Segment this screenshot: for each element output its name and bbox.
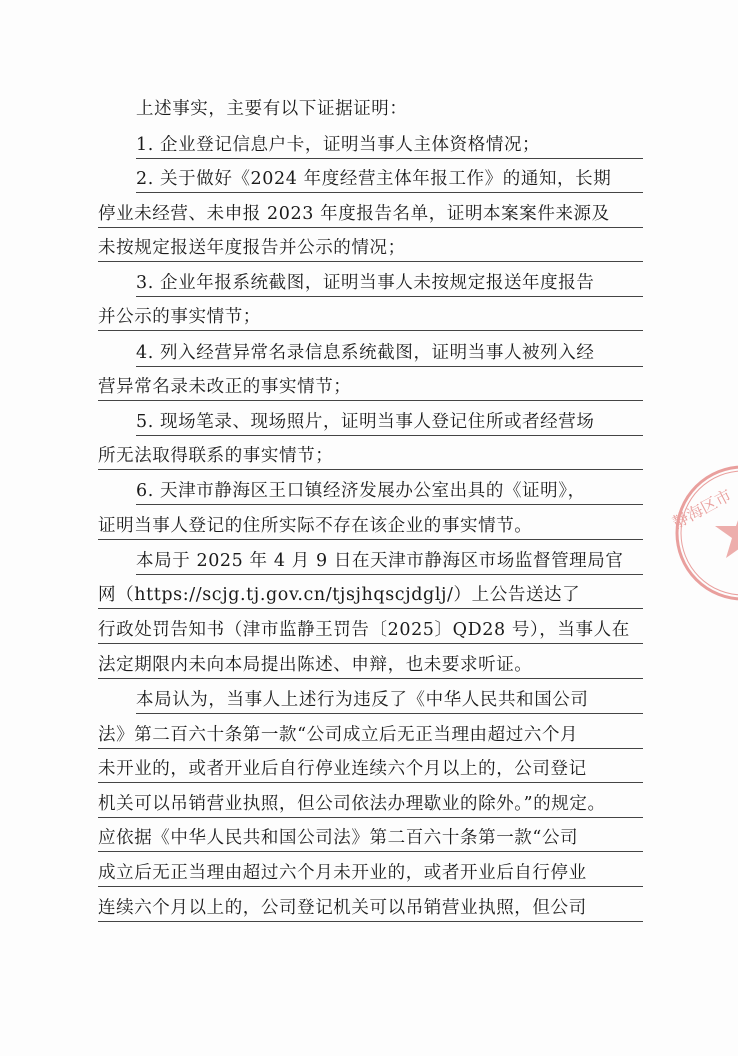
text-line: 本局认为，当事人上述行为违反了《中华人民共和国公司	[136, 689, 643, 714]
text-line: 未按规定报送年度报告并公示的情况；	[98, 237, 643, 262]
text-line: 法定期限内未向本局提出陈述、申辩，也未要求听证。	[98, 654, 643, 679]
text-line: 网（https://scjg.tj.gov.cn/tjsjhqscjdglj/）上公告送达了	[98, 584, 643, 609]
official-seal-stamp	[668, 458, 738, 608]
text-line: 4. 列入经营异常名录信息系统截图，证明当事人被列入经	[136, 342, 643, 367]
text-line: 6. 天津市静海区王口镇经济发展办公室出具的《证明》，	[136, 480, 643, 505]
text-line: 3. 企业年报系统截图，证明当事人未按规定报送年度报告	[136, 272, 643, 297]
text-line: 5. 现场笔录、现场照片，证明当事人登记住所或者经营场	[136, 411, 643, 436]
text-line: 机关可以吊销营业执照，但公司依法办理歇业的除外。”的规定。	[98, 793, 643, 818]
text-line: 并公示的事实情节；	[98, 306, 643, 331]
text-line: 上述事实，主要有以下证据证明：	[136, 99, 408, 119]
text-line: 营异常名录未改正的事实情节；	[98, 376, 643, 401]
text-line: 应依据《中华人民共和国公司法》第二百六十条第一款“公司	[98, 827, 643, 852]
text-line: 1. 企业登记信息户卡，证明当事人主体资格情况；	[136, 134, 643, 159]
text-line: 法》第二百六十条第一款“公司成立后无正当理由超过六个月	[98, 724, 643, 749]
text-line: 行政处罚告知书（津市监静王罚告〔2025〕QD28 号），当事人在	[98, 619, 643, 644]
text-line: 未开业的，或者开业后自行停业连续六个月以上的，公司登记	[98, 758, 643, 783]
svg-text:静海区市: 静海区市	[669, 485, 735, 533]
text-line: 停业未经营、未申报 2023 年度报告名单，证明本案案件来源及	[98, 203, 643, 228]
text-line: 证明当事人登记的住所实际不存在该企业的事实情节。	[98, 515, 643, 540]
text-line: 连续六个月以上的，公司登记机关可以吊销营业执照，但公司	[98, 897, 643, 922]
text-line: 2. 关于做好《2024 年度经营主体年报工作》的通知，长期	[136, 168, 643, 193]
text-line: 所无法取得联系的事实情节；	[98, 445, 643, 470]
text-line: 成立后无正当理由超过六个月未开业的，或者开业后自行停业	[98, 862, 643, 887]
text-line: 本局于 2025 年 4 月 9 日在天津市静海区市场监督管理局官	[136, 550, 643, 575]
